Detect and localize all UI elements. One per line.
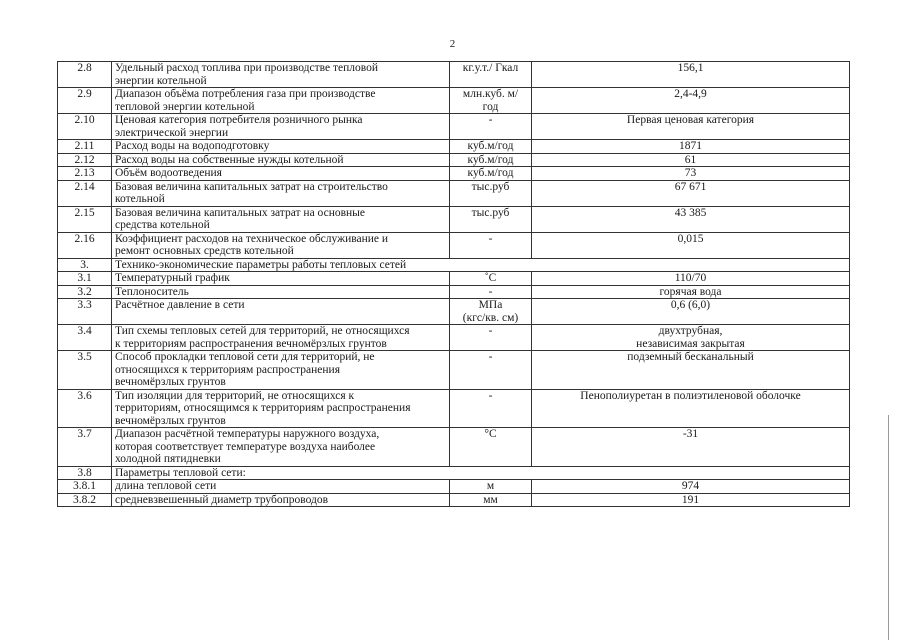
row-number: 2.16: [58, 232, 112, 258]
table-row: [58, 493, 850, 507]
unit-line: °С: [484, 428, 497, 440]
row-number: 2.13: [58, 167, 112, 181]
unit-cell: [450, 88, 532, 114]
unit-cell: [450, 480, 532, 494]
parameter-name: [112, 428, 450, 467]
unit-line: куб.м/год: [467, 153, 514, 166]
value-cell: [532, 480, 850, 494]
row-number: 3.1: [58, 272, 112, 286]
unit-cell: [450, 493, 532, 507]
value-line: 110/70: [674, 272, 707, 284]
parameter-name: [112, 466, 850, 480]
value-line: Пенополиуретан в полиэтиленовой оболочке: [580, 389, 801, 402]
unit-line: ˚С: [484, 272, 497, 284]
table-row: [58, 325, 850, 351]
value-line: 73: [684, 167, 697, 179]
unit-line: -: [488, 285, 493, 298]
value-cell: [532, 206, 850, 232]
parameter-name: [112, 140, 450, 154]
parameter-name-line: Базовая величина капитальных затрат на строительство: [115, 180, 388, 193]
value-cell: [532, 153, 850, 167]
parameter-name-line: которая соответствует температуре воздуха наиболее: [115, 440, 376, 453]
unit-line: млн.куб. м/: [462, 88, 519, 100]
value-cell: [532, 389, 850, 428]
parameter-name-line: Способ прокладки тепловой сети для территорий, не: [115, 351, 375, 363]
table-row: [58, 114, 850, 140]
row-number: 2.14: [58, 180, 112, 206]
parameter-name: [112, 114, 450, 140]
value-line: 974: [681, 480, 700, 492]
section-row: [58, 258, 850, 272]
parameter-name: [112, 272, 450, 286]
row-number: 2.10: [58, 114, 112, 140]
unit-line: -: [488, 325, 493, 337]
value-cell: [532, 88, 850, 114]
table-row: [58, 88, 850, 114]
parameter-name-line: Тип изоляции для территорий, не относящихся к: [115, 389, 355, 402]
parameter-name-line: Объём водоотведения: [115, 167, 222, 179]
value-cell: [532, 167, 850, 181]
row-number: 2.11: [58, 140, 112, 154]
parameter-name: [112, 351, 450, 390]
value-cell: [532, 325, 850, 351]
parameter-name-line: Диапазон расчётной температуры наружного воздуха,: [115, 428, 380, 440]
value-line: подземный бесканальный: [627, 351, 754, 363]
table-row: [58, 389, 850, 428]
parameter-name-line: холодной пятидневки: [115, 453, 221, 465]
table-row: [58, 140, 850, 154]
row-number: 3.5: [58, 351, 112, 390]
unit-cell: [450, 285, 532, 299]
parameter-name: [112, 167, 450, 181]
unit-line: -: [488, 114, 493, 126]
value-line: двухтрубная,: [658, 325, 723, 337]
unit-cell: [450, 232, 532, 258]
row-number: 3.3: [58, 299, 112, 325]
parameter-name: [112, 206, 450, 232]
value-cell: [532, 493, 850, 507]
table-row: [58, 299, 850, 325]
unit-cell: [450, 153, 532, 167]
table-row: [58, 180, 850, 206]
value-line: 0,015: [677, 232, 704, 245]
value-line: 191: [681, 493, 700, 506]
unit-line: (кгс/кв. см): [462, 311, 519, 324]
parameters-table: [57, 61, 850, 507]
parameter-name-line: средства котельной: [115, 219, 210, 231]
row-number: 2.15: [58, 206, 112, 232]
row-number: 3.4: [58, 325, 112, 351]
unit-cell: [450, 428, 532, 467]
value-line: 0,6 (6,0): [670, 299, 711, 311]
unit-cell: [450, 325, 532, 351]
parameter-name-line: Тип схемы тепловых сетей для территорий, не относящихся: [115, 325, 410, 337]
table-row: [58, 167, 850, 181]
value-cell: [532, 62, 850, 88]
unit-line: тыс.руб: [471, 206, 510, 219]
table-row: [58, 62, 850, 88]
table-row: [58, 232, 850, 258]
parameter-name-line: относящихся к территориям распространения: [115, 363, 341, 376]
parameter-name: [112, 180, 450, 206]
row-number: 2.12: [58, 153, 112, 167]
unit-cell: [450, 351, 532, 390]
parameter-name-line: средневзвешенный диаметр трубопроводов: [115, 493, 329, 506]
parameter-name-line: Температурный график: [115, 272, 230, 284]
parameter-name: [112, 285, 450, 299]
table-row: [58, 285, 850, 299]
value-line: горячая вода: [659, 285, 722, 298]
table-row: [58, 206, 850, 232]
parameter-name-line: Расход воды на водоподготовку: [115, 140, 270, 152]
parameter-name-line: длина тепловой сети: [115, 480, 217, 492]
value-line: 2,4-4,9: [674, 88, 707, 100]
unit-cell: [450, 114, 532, 140]
table-row: [58, 153, 850, 167]
value-cell: [532, 114, 850, 140]
parameter-name-line: Коэффициент расходов на техническое обслуживание и: [115, 232, 389, 245]
unit-line: МПа: [478, 299, 503, 311]
parameter-name: [112, 493, 450, 507]
table-row: [58, 351, 850, 390]
unit-line: -: [488, 351, 493, 363]
parameters-table-body: [58, 62, 850, 507]
parameter-name-line: ремонт основных средств котельной: [115, 245, 294, 257]
parameter-name: [112, 389, 450, 428]
scan-edge-line: [888, 415, 889, 640]
unit-line: куб.м/год: [467, 140, 514, 152]
unit-line: -: [488, 232, 493, 245]
value-cell: [532, 140, 850, 154]
parameter-name-line: тепловой энергии котельной: [115, 100, 255, 113]
unit-line: кг.у.т./ Гкал: [462, 62, 519, 74]
value-cell: [532, 299, 850, 325]
unit-line: -: [488, 389, 493, 402]
parameter-name: [112, 299, 450, 325]
parameter-name-line: Расчётное давление в сети: [115, 299, 245, 311]
parameter-name-line: Расход воды на собственные нужды котельной: [115, 153, 344, 166]
unit-line: м: [486, 480, 495, 492]
parameter-name: [112, 258, 850, 272]
row-number: 3.8.2: [58, 493, 112, 507]
table-row: [58, 428, 850, 467]
parameter-name-line: вечномёрзлых грунтов: [115, 414, 226, 427]
unit-cell: [450, 180, 532, 206]
row-number: 3.7: [58, 428, 112, 467]
unit-line: тыс.руб: [471, 180, 510, 193]
parameter-name-line: энергии котельной: [115, 74, 207, 87]
unit-cell: [450, 272, 532, 286]
value-line: независимая закрытая: [636, 337, 745, 350]
parameter-name: [112, 153, 450, 167]
unit-line: мм: [483, 493, 498, 506]
parameter-name-line: Параметры тепловой сети:: [115, 466, 246, 479]
table-row: [58, 272, 850, 286]
parameter-name-line: электрической энергии: [115, 126, 229, 139]
unit-cell: [450, 389, 532, 428]
value-line: 67 671: [674, 180, 707, 193]
value-line: 1871: [679, 140, 702, 152]
unit-cell: [450, 206, 532, 232]
parameter-name: [112, 62, 450, 88]
unit-cell: [450, 167, 532, 181]
parameter-name-line: Технико-экономические параметры работы тепловых сетей: [115, 258, 407, 271]
value-cell: [532, 232, 850, 258]
parameter-name-line: Базовая величина капитальных затрат на основные: [115, 206, 366, 219]
parameter-name-line: Теплоноситель: [115, 285, 189, 298]
unit-cell: [450, 299, 532, 325]
parameter-name-line: Удельный расход топлива при производстве тепловой: [115, 62, 378, 74]
row-number: 3.6: [58, 389, 112, 428]
value-line: -31: [682, 428, 699, 440]
parameter-name-line: котельной: [115, 193, 165, 205]
value-line: 156,1: [677, 62, 704, 74]
unit-cell: [450, 140, 532, 154]
value-line: 61: [684, 153, 697, 166]
parameter-name-line: территориям, относящимся к территориям распространения: [115, 402, 411, 414]
value-cell: [532, 351, 850, 390]
section-row: [58, 466, 850, 480]
table-row: [58, 480, 850, 494]
row-number: 2.9: [58, 88, 112, 114]
parameter-name: [112, 480, 450, 494]
parameter-name-line: к территориям распространения вечномёрзлых грунтов: [115, 337, 387, 350]
unit-line: год: [482, 100, 499, 113]
value-cell: [532, 180, 850, 206]
value-cell: [532, 428, 850, 467]
value-cell: [532, 272, 850, 286]
parameter-name: [112, 88, 450, 114]
parameter-name-line: вечномёрзлых грунтов: [115, 376, 226, 388]
parameter-name-line: Ценовая категория потребителя розничного рынка: [115, 114, 363, 126]
row-number: 2.8: [58, 62, 112, 88]
value-line: 43 385: [674, 206, 707, 219]
unit-line: куб.м/год: [467, 167, 514, 179]
unit-cell: [450, 62, 532, 88]
page-number: 2: [449, 38, 456, 50]
row-number: 3.8.1: [58, 480, 112, 494]
value-line: Первая ценовая категория: [626, 114, 755, 126]
row-number: 3.: [58, 258, 112, 272]
value-cell: [532, 285, 850, 299]
parameter-name: [112, 325, 450, 351]
parameter-name: [112, 232, 450, 258]
parameter-name-line: Диапазон объёма потребления газа при производстве: [115, 88, 376, 100]
row-number: 3.2: [58, 285, 112, 299]
row-number: 3.8: [58, 466, 112, 480]
